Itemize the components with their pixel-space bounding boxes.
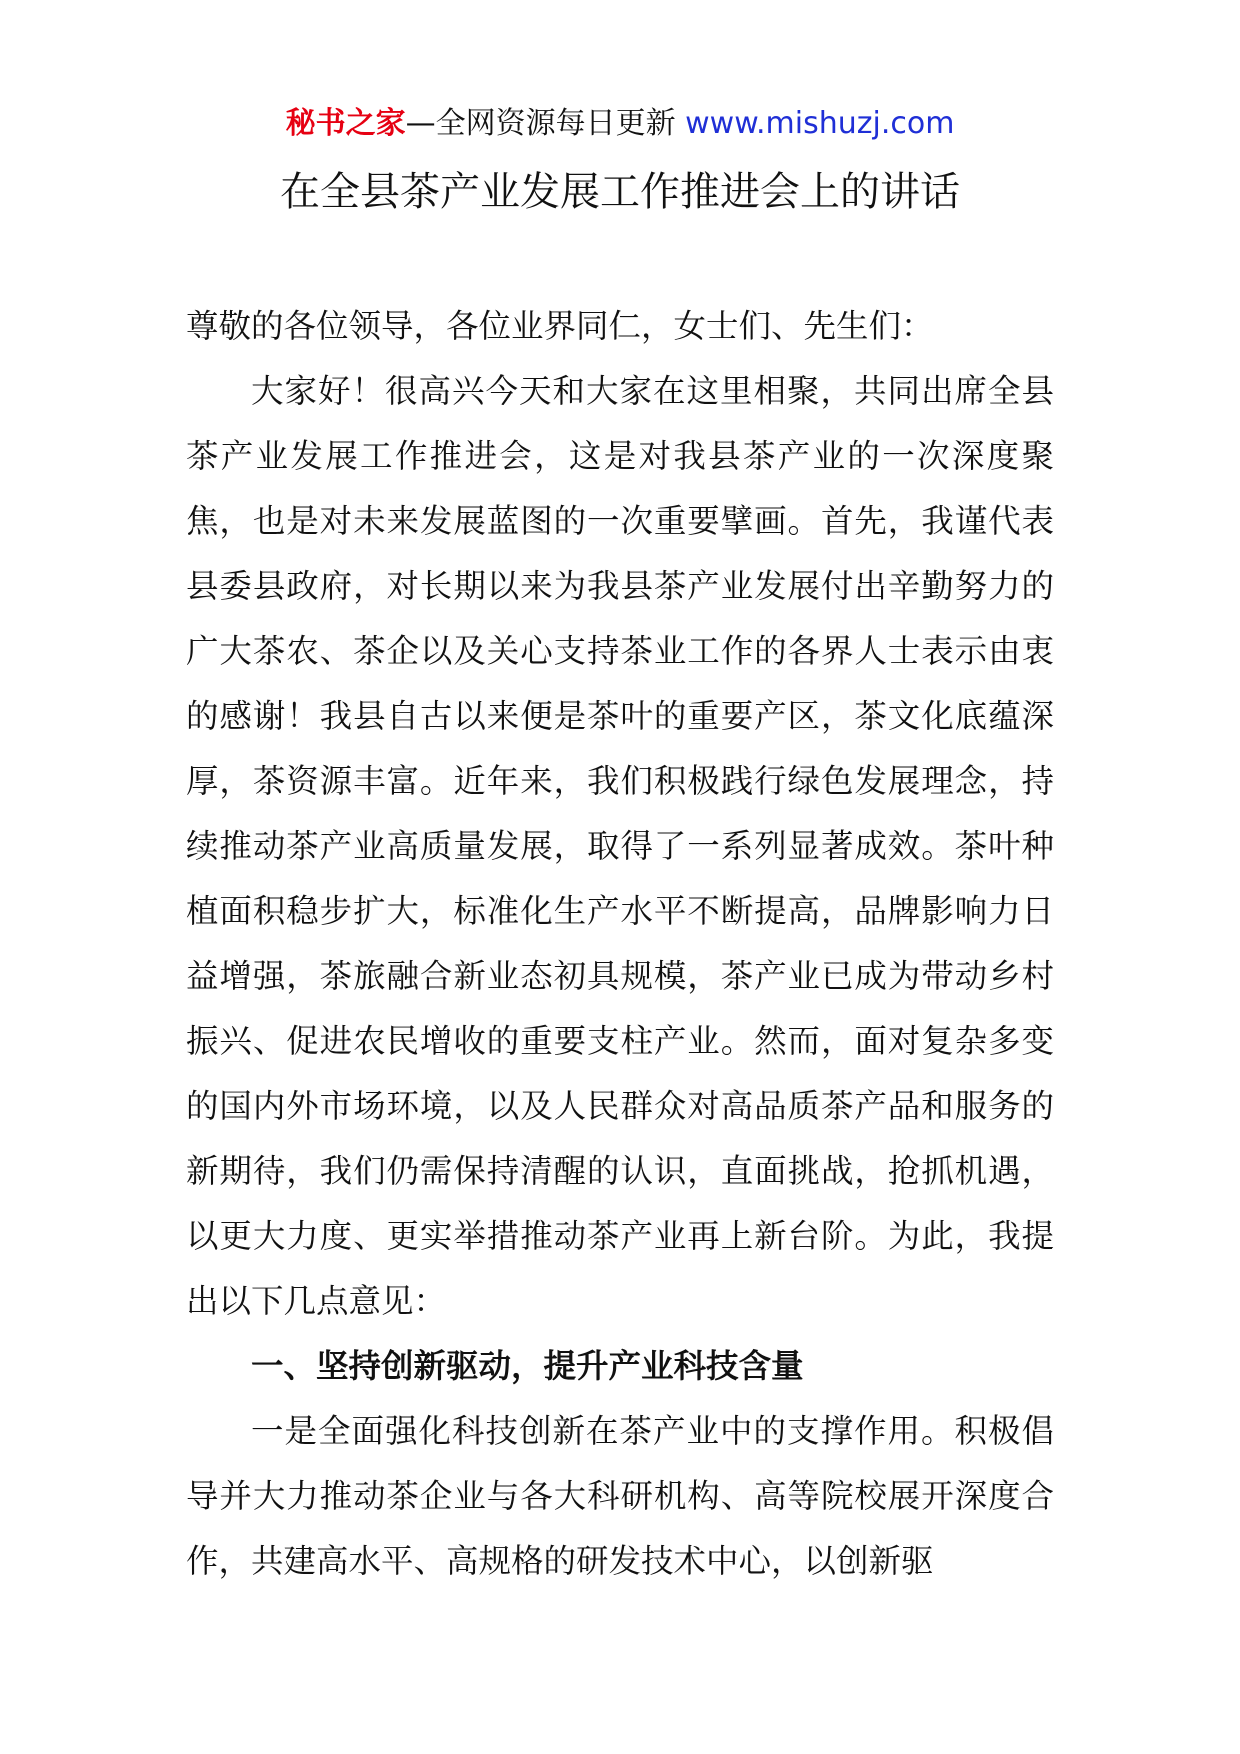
- intro-paragraph: 大家好！很高兴今天和大家在这里相聚，共同出席全县茶产业发展工作推进会，这是对我县茶产业的一次深度聚焦，也是对未来发展蓝图的一次重要擘画。首先，我谨代表县委县政府，对长期以来为我县茶产业发展付出辛勤努力的广大茶农、茶企以及关心支持茶业工作的各界人士表示由衷的感谢！我县自古以来便是茶叶的重要产区，茶文化底蕴深厚，茶资源丰富。近年来，我们积极践行绿色发展理念，持续推动茶产业高质量发展，取得了一系列显著成效。茶叶种植面积稳步扩大，标准化生产水平不断提高，品牌影响力日益增强，茶旅融合新业态初具规模，茶产业已成为带动乡村振兴、促进农民增收的重要支柱产业。然而，面对复杂多变的国内外市场环境，以及人民群众对高品质茶产品和服务的新期待，我们仍需保持清醒的认识，直面挑战，抢抓机遇，以更大力度、更实举措推动茶产业再上新台阶。为此，我提出以下几点意见：: [186, 372, 1054, 1320]
- section-heading: 一、坚持创新驱动，提升产业科技含量: [251, 1347, 804, 1385]
- document-body: [186, 294, 1054, 1594]
- site-url-link[interactable]: www.mishuzj.com: [685, 106, 955, 141]
- site-header: [0, 100, 1240, 148]
- document-title: 在全县茶产业发展工作推进会上的讲话: [280, 169, 960, 215]
- site-slogan: —全网资源每日更新: [405, 106, 686, 141]
- site-brand: 秘书之家: [285, 106, 406, 141]
- salutation: 尊敬的各位领导，各位业界同仁，女士们、先生们：: [186, 307, 934, 345]
- section-paragraph: 一是全面强化科技创新在茶产业中的支撑作用。积极倡导并大力推动茶企业与各大科研机构、高等院校展开深度合作，共建高水平、高规格的研发技术中心，以创新驱: [186, 1412, 1054, 1580]
